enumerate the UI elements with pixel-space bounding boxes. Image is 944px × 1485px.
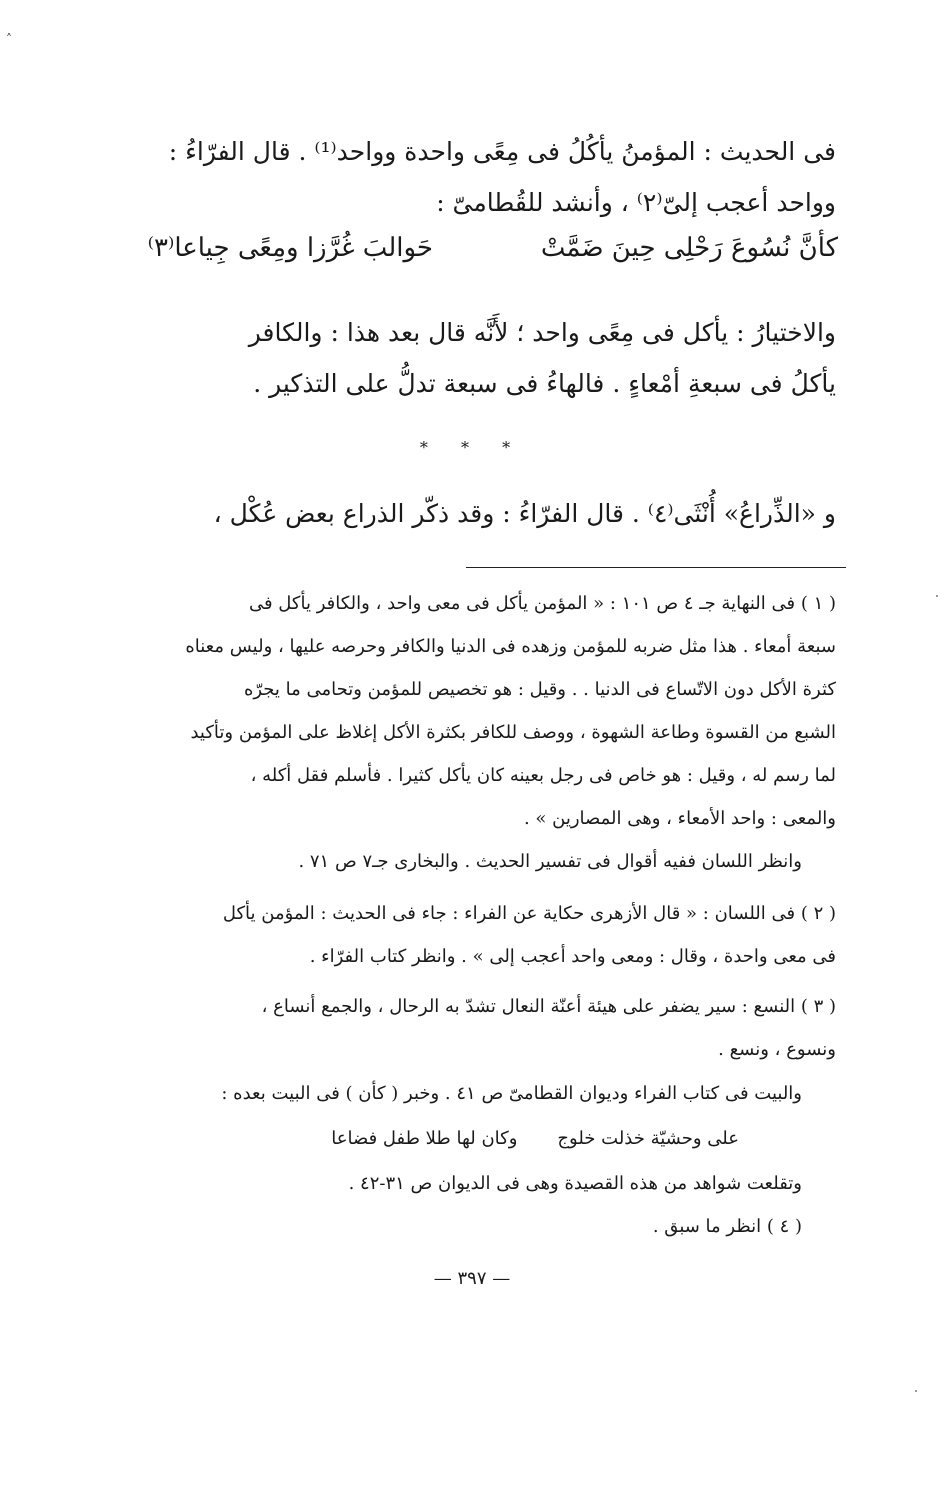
main-text-line-2: وواحد أعجب إلىّ⁽٢⁾ ، وأنشد للقُطامىّ : bbox=[436, 188, 836, 217]
verse-first-hemistich: كأنَّ نُسُوعَ رَحْلِى حِينَ ضَمَّتْ bbox=[540, 233, 838, 263]
footnote-line-10: ( ٣ ) النسع : سير يضفر على هيئة أعنّة النعال تشدّ به الرحال ، والجمع أنساع ، bbox=[261, 996, 836, 1017]
footnote-verse bbox=[139, 1125, 739, 1153]
footnote-line-3: كثرة الأكل دون الاتّساع فى الدنيا . . وقيل : هو تخصيص للمؤمن وتحامى ما يجرّه bbox=[243, 679, 836, 700]
footnote-line-6: والمعى : واحد الأمعاء ، وهى المصارين » . bbox=[523, 808, 836, 829]
footnote-verse-first: على وحشيّة خذلت خلوج bbox=[557, 1128, 739, 1149]
footnote-line-4: الشبع من القسوة وطاعة الشهوة ، ووصف للكافر بكثرة الأكل إغلاظ على المؤمن وتأكيد bbox=[190, 722, 836, 743]
footnote-line-14: ( ٤ ) انظر ما سبق . bbox=[652, 1216, 802, 1237]
footnote-line-11: ونسوع ، ونسع . bbox=[718, 1039, 836, 1060]
footnote-divider bbox=[466, 567, 846, 568]
section-separator: * * * bbox=[419, 438, 525, 457]
page-number: — ٣٩٧ — bbox=[433, 1268, 511, 1289]
scan-speck bbox=[936, 595, 938, 597]
footnote-line-1: ( ١ ) فى النهاية جـ ٤ ص ١٠١ : « المؤمن يأكل فى معى واحد ، والكافر يأكل فى bbox=[248, 593, 836, 614]
footnote-line-13: وتقلعت شواهد من هذه القصيدة وهى فى الديوان ص ٣١-٤٢ . bbox=[348, 1173, 802, 1194]
scan-speck bbox=[915, 1390, 917, 1392]
verse-second-hemistich: حَوالبَ غُرَّزا ومِعًى جِياعا⁽٣⁾ bbox=[147, 233, 433, 263]
footnote-line-5: لما رسم له ، وقيل : هو خاص فى رجل بعينه كان يأكل كثيرا . فأسلم فقل أكله ، bbox=[250, 765, 836, 786]
main-text-line-3: والاختيارُ : يأكل فى مِعًى واحد ؛ لأَنَّه قال بعد هذا : والكافر bbox=[248, 318, 836, 347]
main-text-line-1: فى الحديث : المؤمنُ يأكُلُ فى مِعًى واحدة وواحد⁽¹⁾ . قال الفرّاءُ : bbox=[168, 137, 836, 166]
footnote-line-8: ( ٢ ) فى اللسان : « قال الأزهرى حكاية عن الفراء : جاء فى الحديث : المؤمن يأكل bbox=[222, 903, 836, 924]
main-text-line-4: يأكلُ فى سبعةِ أمْعاءٍ . فالهاءُ فى سبعة تدلُّ على التذكير . bbox=[253, 369, 836, 398]
footnote-line-2: سبعة أمعاء . هذا مثل ضربه للمؤمن وزهده فى الدنيا والكافر وحرصه عليها ، وليس معناه bbox=[185, 636, 836, 657]
entry-line: و «الذِّراعُ» أُنْثَى⁽٤⁾ . قال الفرّاءُ : وقد ذكّر الذراع بعض عُكْل ، bbox=[213, 499, 836, 528]
footnote-verse-second: وكان لها طلا طفل فضاعا bbox=[331, 1128, 518, 1149]
footnote-line-12: والبيت فى كتاب الفراء وديوان القطامىّ ص ٤١ . وخبر ( كأن ) فى البيت بعده : bbox=[221, 1083, 802, 1104]
poetry-verse bbox=[98, 233, 838, 277]
footnote-line-9: فى معى واحدة ، وقال : ومعى واحد أعجب إلى » . وانظر كتاب الفرّاء . bbox=[309, 946, 836, 967]
footnote-line-7: وانظر اللسان ففيه أقوال فى تفسير الحديث . والبخارى جـ٧ ص ٧١ . bbox=[298, 851, 802, 872]
scan-marker: ˄ bbox=[6, 32, 12, 46]
